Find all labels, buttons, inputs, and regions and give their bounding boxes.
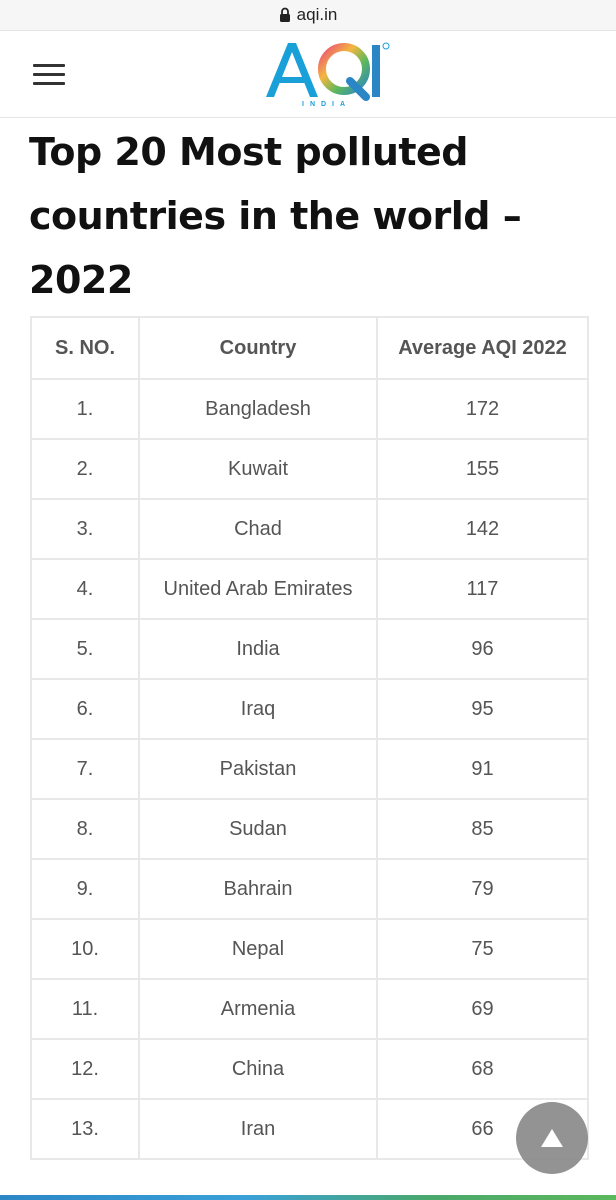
table-header-row xyxy=(31,317,588,379)
cell-country: China xyxy=(139,1039,377,1099)
table-row xyxy=(31,379,588,439)
table-row xyxy=(31,1039,588,1099)
cell-country: Nepal xyxy=(139,919,377,979)
table-row xyxy=(31,499,588,559)
logo-subtext: INDIA xyxy=(302,101,352,108)
cell-aqi: 75 xyxy=(377,919,588,979)
table-row xyxy=(31,799,588,859)
cell-aqi: 95 xyxy=(377,679,588,739)
cell-aqi: 69 xyxy=(377,979,588,1039)
cell-aqi: 68 xyxy=(377,1039,588,1099)
cell-s-no: 8. xyxy=(31,799,139,859)
url-text: aqi.in xyxy=(296,5,338,24)
table-row xyxy=(31,439,588,499)
cell-s-no: 7. xyxy=(31,739,139,799)
table-row xyxy=(31,679,588,739)
cell-aqi: 79 xyxy=(377,859,588,919)
cell-s-no: 3. xyxy=(31,499,139,559)
page-title: Top 20 Most polluted countries in the world – 2022 xyxy=(29,130,522,302)
cell-country: India xyxy=(139,619,377,679)
cell-country: Armenia xyxy=(139,979,377,1039)
header-s-no: S. NO. xyxy=(31,317,139,379)
cell-country: Bahrain xyxy=(139,859,377,919)
cell-country: Iran xyxy=(139,1099,377,1159)
header-average-aqi: Average AQI 2022 xyxy=(377,317,588,379)
cell-country: Iraq xyxy=(139,679,377,739)
scroll-to-top-button[interactable] xyxy=(516,1102,588,1174)
pollution-table xyxy=(30,316,589,1160)
header-country: Country xyxy=(139,317,377,379)
table-row xyxy=(31,859,588,919)
cell-country: Bangladesh xyxy=(139,379,377,439)
cell-aqi: 66 xyxy=(377,1099,588,1159)
cell-s-no: 6. xyxy=(31,679,139,739)
cell-country: Chad xyxy=(139,499,377,559)
cell-s-no: 1. xyxy=(31,379,139,439)
page-bottom-bar xyxy=(0,1195,616,1200)
cell-country: Kuwait xyxy=(139,439,377,499)
cell-s-no: 2. xyxy=(31,439,139,499)
cell-aqi: 96 xyxy=(377,619,588,679)
cell-aqi: 117 xyxy=(377,559,588,619)
cell-s-no: 10. xyxy=(31,919,139,979)
table-row xyxy=(31,559,588,619)
hamburger-menu-icon[interactable] xyxy=(33,64,65,86)
cell-country: United Arab Emirates xyxy=(139,559,377,619)
site-header xyxy=(0,30,616,118)
cell-s-no: 4. xyxy=(31,559,139,619)
cell-aqi: 91 xyxy=(377,739,588,799)
cell-s-no: 13. xyxy=(31,1099,139,1159)
aqi-logo[interactable] xyxy=(262,35,398,113)
cell-s-no: 9. xyxy=(31,859,139,919)
cell-aqi: 85 xyxy=(377,799,588,859)
table-row xyxy=(31,919,588,979)
table-row xyxy=(31,739,588,799)
table-row xyxy=(31,979,588,1039)
scroll-to-top-icon xyxy=(540,1128,564,1148)
browser-url-bar[interactable] xyxy=(0,0,616,30)
table-row xyxy=(31,619,588,679)
cell-country: Sudan xyxy=(139,799,377,859)
lock-icon xyxy=(279,7,291,23)
cell-aqi: 142 xyxy=(377,499,588,559)
cell-s-no: 12. xyxy=(31,1039,139,1099)
cell-country: Pakistan xyxy=(139,739,377,799)
cell-aqi: 172 xyxy=(377,379,588,439)
cell-s-no: 11. xyxy=(31,979,139,1039)
table-row xyxy=(31,1099,588,1159)
cell-s-no: 5. xyxy=(31,619,139,679)
cell-aqi: 155 xyxy=(377,439,588,499)
